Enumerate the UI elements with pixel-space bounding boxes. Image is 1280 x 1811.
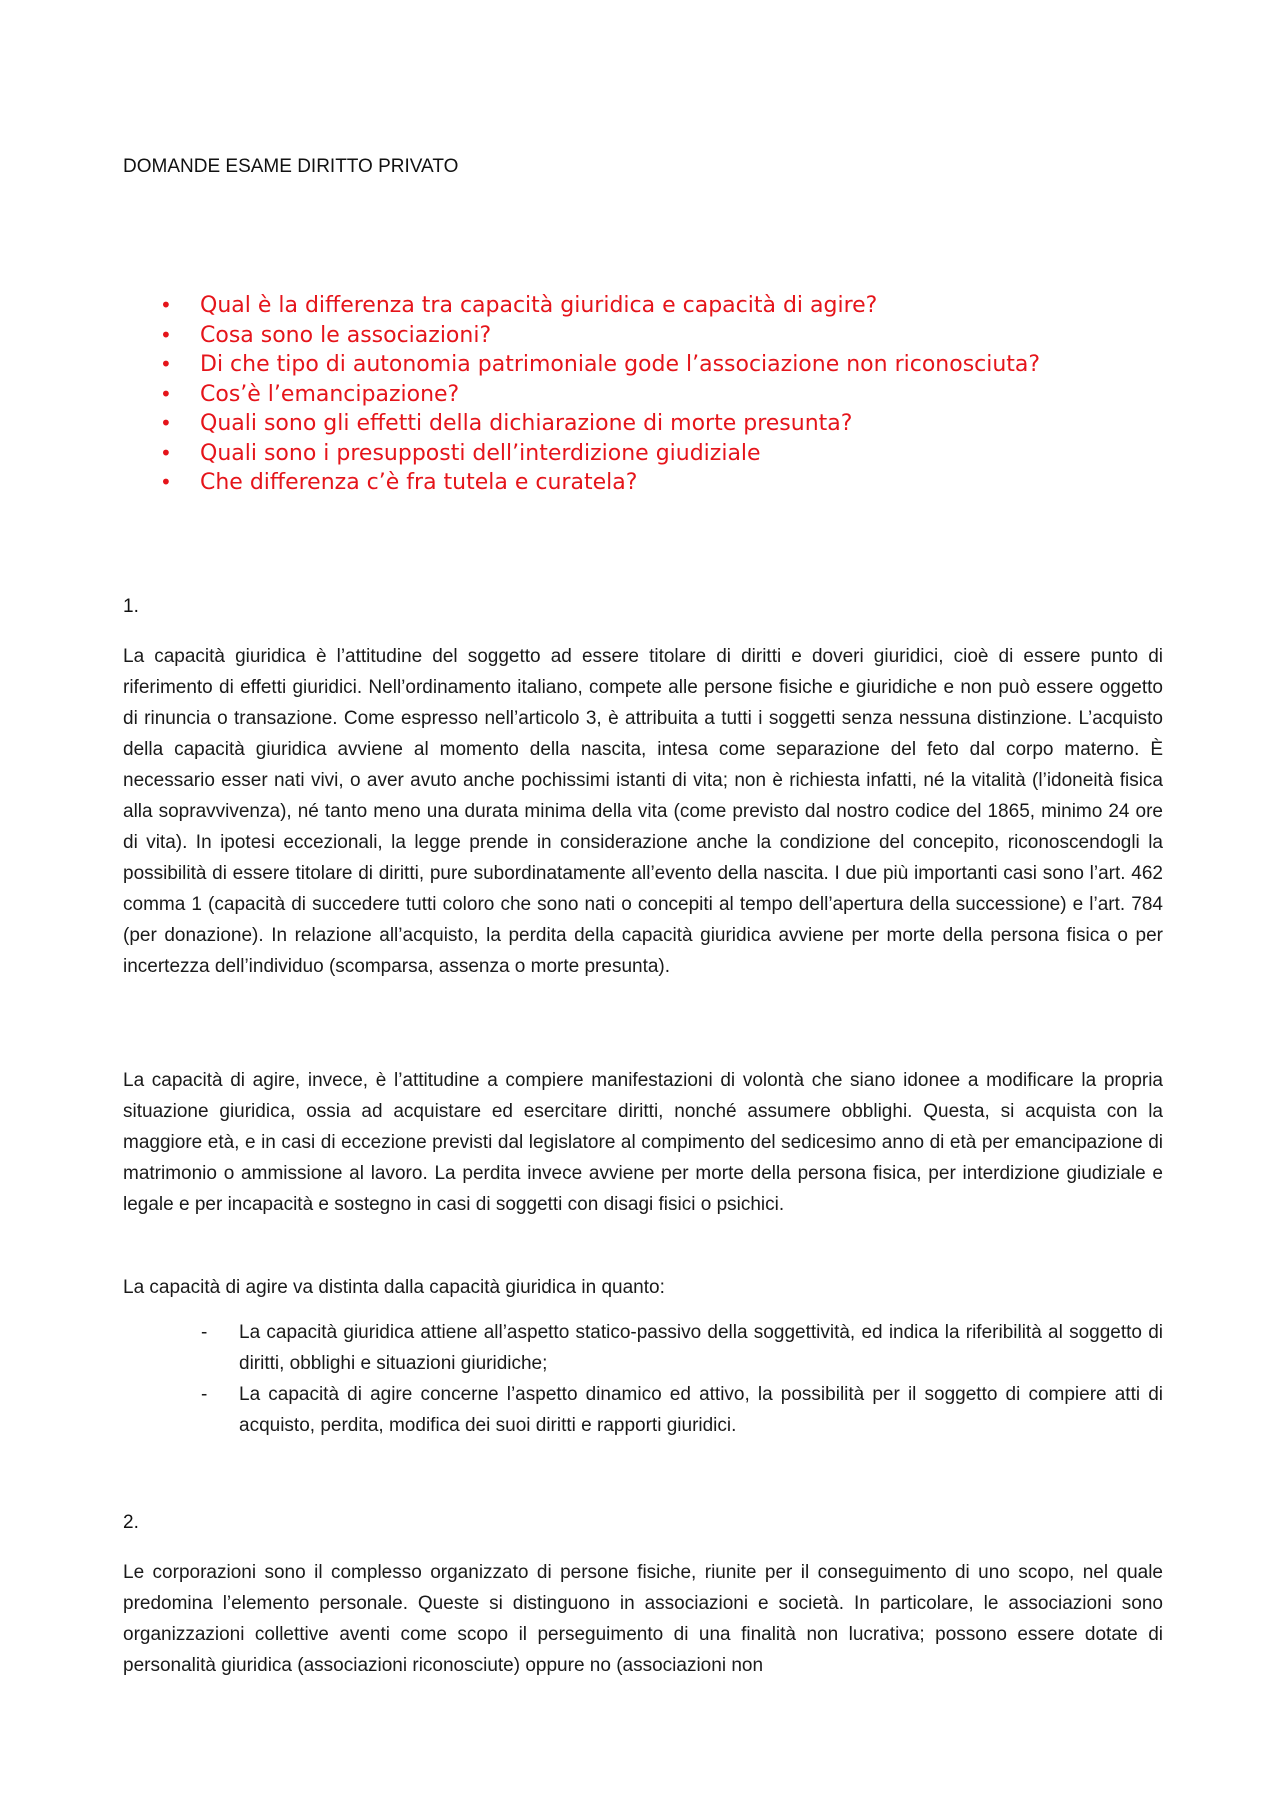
question-list: [160, 291, 1180, 498]
question-item: [160, 468, 1180, 498]
bullet-icon: •: [160, 322, 172, 347]
bullet-icon: •: [160, 411, 172, 435]
question-text: Cos’è l’emancipazione?: [200, 381, 460, 407]
bullet-icon: •: [160, 293, 172, 317]
section-number: 2.: [123, 1512, 139, 1533]
bullet-icon: •: [160, 440, 172, 465]
paragraph: La capacità di agire va distinta dalla capacità giuridica in quanto:: [123, 1277, 665, 1298]
question-text: Qual è la differenza tra capacità giuridica e capacità di agire?: [200, 293, 878, 318]
list-item: [201, 1379, 1163, 1441]
bullet-icon: •: [160, 470, 172, 494]
question-item: [160, 439, 1180, 469]
section-number: 1.: [123, 596, 139, 617]
bullet-icon: •: [160, 352, 172, 376]
list-item-text: La capacità giuridica attiene all’aspetto statico-passivo della soggettività, ed indica la riferibilità al soggetto di diritti, obblighi e situazioni giuridiche;: [239, 1322, 1163, 1374]
dash-list: [201, 1317, 1163, 1441]
paragraph: Le corporazioni sono il complesso organizzato di persone fisiche, riunite per il conseguimento di uno scopo, nel quale predomina l’elemento personale. Queste si distinguono in associazioni e società. In particolare, le associazioni sono organizzazioni collettive aventi come scopo il perseguimento di una finalità non lucrativa; possono essere dotate di personalità giuridica (associazioni riconosciute) oppure no (associazioni non: [123, 1562, 1163, 1676]
question-item: [160, 409, 1180, 439]
list-item: [201, 1317, 1163, 1379]
dash-bullet: -: [201, 1384, 208, 1405]
paragraph: La capacità giuridica è l’attitudine del soggetto ad essere titolare di diritti e doveri giuridici, cioè di essere punto di riferimento di effetti giuridici. Nell’ordinamento italiano, compete alle persone fisiche e giuridiche e non può essere oggetto di rinuncia o transazione. Come espresso nell’articolo 3, è attribuita a tutti i soggetti senza nessuna distinzione. L’acquisto della capacità giuridica avviene al momento della nascita, intesa come separazione del feto dal corpo materno. È necessario esser nati vivi, o aver avuto anche pochissimi istanti di vita; non è richiesta infatti, né la vitalità (l’idoneità fisica alla sopravvivenza), né tanto meno una durata minima della vita (come previsto dal nostro codice del 1865, minimo 24 ore di vita). In ipotesi eccezionali, la legge prende in considerazione anche la condizione del concepito, riconoscendogli la possibilità di essere titolare di diritti, pure subordinatamente all’evento della nascita. I due più importanti casi sono l’art. 462 comma 1 (capacità di succedere tutti coloro che sono nati o concepiti al tempo dell’apertura della successione) e l’art. 784 (per donazione). In relazione all’acquisto, la perdita della capacità giuridica avviene per morte della persona fisica o per incertezza dell’individuo (scomparsa, assenza o morte presunta).: [123, 646, 1163, 977]
paragraph: La capacità di agire, invece, è l’attitudine a compiere manifestazioni di volontà che siano idonee a modificare la propria situazione giuridica, ossia ad acquistare ed esercitare diritti, nonché assumere obblighi. Questa, si acquista con la maggiore età, e in casi di eccezione previsti dal legislatore al compimento del sedicesimo anno di età per emancipazione di matrimonio o ammissione al lavoro. La perdita invece avviene per morte della persona fisica, per interdizione giudiziale e legale e per incapacità e sostegno in casi di soggetti con disagi fisici o psichici.: [123, 1070, 1163, 1215]
question-item: [160, 350, 1180, 380]
question-text: Cosa sono le associazioni?: [200, 322, 492, 348]
question-text: Di che tipo di autonomia patrimoniale gode l’associazione non riconosciuta?: [200, 352, 1041, 377]
question-text: Che differenza c’è fra tutela e curatela?: [200, 470, 638, 495]
question-item: [160, 291, 1180, 321]
document-title: DOMANDE ESAME DIRITTO PRIVATO: [123, 156, 459, 177]
question-text: Quali sono i presupposti dell’interdizione giudiziale: [200, 440, 761, 466]
question-item: [160, 321, 1180, 351]
question-text: Quali sono gli effetti della dichiarazione di morte presunta?: [200, 411, 853, 436]
question-item: [160, 380, 1180, 410]
list-item-text: La capacità di agire concerne l’aspetto dinamico ed attivo, la possibilità per il soggetto di compiere atti di acquisto, perdita, modifica dei suoi diritti e rapporti giuridici.: [239, 1384, 1163, 1436]
dash-bullet: -: [201, 1322, 208, 1343]
bullet-icon: •: [160, 381, 172, 406]
